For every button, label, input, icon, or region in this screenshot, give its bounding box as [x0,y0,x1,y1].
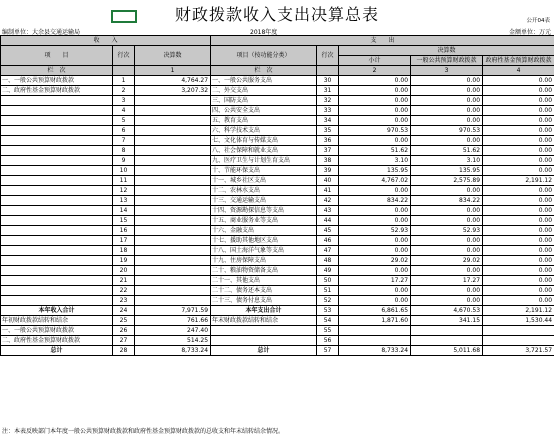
table-row [1,296,554,306]
form-number: 公开04表 [526,18,550,24]
expense-row-no: 48 [317,256,339,266]
table-row [1,326,554,336]
expense-item: 十六、金融支出 [211,226,317,236]
expense-item: 十四、资源勘探信息等支出 [211,206,317,216]
subtotal: 0.00 [339,96,411,106]
income-row-no: 16 [113,226,135,236]
income-row-no: 17 [113,236,135,246]
subtotal [339,336,411,346]
subtotal: 0.00 [339,296,411,306]
subtotal: 52.93 [339,226,411,236]
gov-fund-amount: 0.00 [483,186,554,196]
gov-fund-amount: 0.00 [483,126,554,136]
income-item [1,236,113,246]
income-row-no: 14 [113,206,135,216]
income-item [1,246,113,256]
income-amount [135,106,211,116]
general-budget-amount: 17.27 [411,276,483,286]
gov-fund-amount: 0.00 [483,216,554,226]
table-row [1,336,554,346]
expense-item: 十三、交通运输支出 [211,196,317,206]
income-item: 本年收入合计 [1,306,113,316]
subtotal: 8,733.24 [339,346,411,356]
gov-fund-amount: 0.00 [483,156,554,166]
table-row [1,236,554,246]
income-item [1,176,113,186]
gov-fund-header: 政府性基金预算财政拨款 [483,56,554,66]
expense-row-no: 55 [317,326,339,336]
expense-row-no: 46 [317,236,339,246]
gov-fund-amount [483,336,554,346]
table-row [1,86,554,96]
income-item [1,266,113,276]
income-item: 二、政府性基金预算财政拨款 [1,86,113,96]
income-row-no: 23 [113,296,135,306]
gov-fund-amount [483,326,554,336]
expense-item [211,336,317,346]
income-row-no: 27 [113,336,135,346]
table-row [1,316,554,326]
income-item [1,296,113,306]
general-budget-amount: 341.15 [411,316,483,326]
subtotal: 3.10 [339,156,411,166]
income-item: 一、一般公共预算财政拨款 [1,76,113,86]
subtotal: 4,767.02 [339,176,411,186]
expense-item: 七、文化体育与传媒支出 [211,136,317,146]
table-row [1,246,554,256]
income-item [1,136,113,146]
table-row [1,196,554,206]
gov-fund-amount: 0.00 [483,266,554,276]
general-budget-amount: 0.00 [411,246,483,256]
income-row-no: 25 [113,316,135,326]
subtotal: 970.53 [339,126,411,136]
income-row-no: 1 [113,76,135,86]
expense-row-no: 34 [317,116,339,126]
expense-row-no: 36 [317,136,339,146]
expense-row-no: 57 [317,346,339,356]
general-budget-amount: 29.02 [411,256,483,266]
income-header: 收 入 [1,36,211,46]
gov-fund-amount: 0.00 [483,116,554,126]
gov-fund-amount: 0.00 [483,276,554,286]
income-amount [135,176,211,186]
expense-item: 二十一、其他支出 [211,276,317,286]
subtotal: 0.00 [339,86,411,96]
income-amount: 8,733.24 [135,346,211,356]
subtotal: 17.27 [339,276,411,286]
expense-item: 总计 [211,346,317,356]
subtotal: 834.22 [339,196,411,206]
general-budget-amount: 970.53 [411,126,483,136]
income-row-no: 10 [113,166,135,176]
selected-cell-indicator[interactable] [111,10,137,23]
income-item [1,156,113,166]
expense-item: 二十二、债务还本支出 [211,286,317,296]
income-item [1,286,113,296]
general-budget-amount: 0.00 [411,106,483,116]
subtotal: 0.00 [339,286,411,296]
subtotal: 6,861.65 [339,306,411,316]
fiscal-summary-table [0,35,554,356]
col-label: 栏 次 [211,66,317,76]
general-budget-amount: 834.22 [411,196,483,206]
table-row [1,96,554,106]
unit-line [0,27,554,35]
table-row [1,266,554,276]
income-amount-header: 决算数 [135,46,211,66]
expense-row-no: 41 [317,186,339,196]
table-row [1,216,554,226]
table-row [1,276,554,286]
gov-fund-amount: 0.00 [483,166,554,176]
income-row-no: 15 [113,216,135,226]
gov-fund-amount: 0.00 [483,86,554,96]
income-row-no: 9 [113,156,135,166]
general-budget-amount [411,336,483,346]
footnote: 注：本表反映部门本年度一般公共预算财政拨款和政府性基金预算财政拨款的总收支和年末结转结余情况。 [2,428,285,435]
income-row-no: 22 [113,286,135,296]
expense-item: 十二、农林水支出 [211,186,317,196]
income-item [1,226,113,236]
income-amount [135,286,211,296]
subtotal: 0.00 [339,186,411,196]
expense-row-no: 43 [317,206,339,216]
income-amount: 761.66 [135,316,211,326]
expense-row-no: 53 [317,306,339,316]
fiscal-year: 2018年度 [250,29,278,36]
subtotal: 29.02 [339,256,411,266]
expense-item: 九、医疗卫生与计划生育支出 [211,156,317,166]
income-row-no: 13 [113,196,135,206]
expense-row-no: 52 [317,296,339,306]
income-row-no: 6 [113,126,135,136]
general-budget-amount: 0.00 [411,296,483,306]
expense-item: 五、教育支出 [211,116,317,126]
general-budget-amount: 5,011.68 [411,346,483,356]
subtotal: 135.95 [339,166,411,176]
income-amount [135,186,211,196]
subtotal: 0.00 [339,266,411,276]
income-item-header: 项 目 [1,46,113,66]
section-header-row [1,36,554,46]
income-amount [135,116,211,126]
income-row-no: 18 [113,246,135,256]
table-row [1,176,554,186]
income-item [1,186,113,196]
expense-row-no: 38 [317,156,339,166]
income-amount [135,236,211,246]
income-amount: 247.40 [135,326,211,336]
gov-fund-amount: 0.00 [483,206,554,216]
income-amount [135,266,211,276]
expense-item: 六、科学技术支出 [211,126,317,136]
col-index-2: 2 [339,66,411,76]
gov-fund-amount: 0.00 [483,256,554,266]
gov-fund-amount: 2,191.12 [483,306,554,316]
expense-row-no: 37 [317,146,339,156]
expense-row-no: 32 [317,96,339,106]
table-row [1,166,554,176]
general-budget-amount: 0.00 [411,236,483,246]
income-amount [135,146,211,156]
general-budget-amount: 135.95 [411,166,483,176]
income-amount [135,166,211,176]
income-row-no: 24 [113,306,135,316]
table-row [1,206,554,216]
gov-fund-amount: 0.00 [483,96,554,106]
expense-item: 八、社会保障和就业支出 [211,146,317,156]
general-budget-amount: 0.00 [411,136,483,146]
general-budget-header: 一般公共预算财政拨款 [411,56,483,66]
subtotal: 0.00 [339,106,411,116]
expense-row-no: 30 [317,76,339,86]
expense-amount-group-header: 决算数 [339,46,554,56]
general-budget-amount: 0.00 [411,206,483,216]
expense-row-no: 33 [317,106,339,116]
income-amount [135,206,211,216]
general-budget-amount: 0.00 [411,266,483,276]
income-item [1,126,113,136]
income-row-no: 4 [113,106,135,116]
income-item [1,196,113,206]
table-row [1,306,554,316]
subtotal: 0.00 [339,76,411,86]
income-row-no: 21 [113,276,135,286]
table-row [1,116,554,126]
income-item [1,166,113,176]
income-row-no: 11 [113,176,135,186]
income-amount [135,216,211,226]
income-row-no: 7 [113,136,135,146]
subtotal: 0.00 [339,136,411,146]
income-row-no: 5 [113,116,135,126]
income-row-no: 20 [113,266,135,276]
income-amount: 7,971.59 [135,306,211,316]
general-budget-amount: 0.00 [411,116,483,126]
table-row [1,256,554,266]
expense-row-no: 45 [317,226,339,236]
income-item [1,206,113,216]
gov-fund-amount: 2,191.12 [483,176,554,186]
gov-fund-amount: 0.00 [483,106,554,116]
expense-item: 二十三、债务付息支出 [211,296,317,306]
expense-item: 十一、城乡社区支出 [211,176,317,186]
gov-fund-amount: 0.00 [483,136,554,146]
income-item [1,276,113,286]
income-item [1,256,113,266]
income-amount [135,296,211,306]
gov-fund-amount: 0.00 [483,76,554,86]
general-budget-amount: 0.00 [411,76,483,86]
general-budget-amount: 52.93 [411,226,483,236]
gov-fund-amount: 0.00 [483,296,554,306]
subtotal: 0.00 [339,236,411,246]
income-amount [135,196,211,206]
expense-item-header: 项目（按功能分类） [211,46,317,66]
page-title: 财政拨款收入支出决算总表 [174,5,379,24]
expense-row-no: 39 [317,166,339,176]
income-amount: 4,764.27 [135,76,211,86]
income-item [1,96,113,106]
general-budget-amount: 2,575.89 [411,176,483,186]
gov-fund-amount: 0.00 [483,196,554,206]
income-row-no: 2 [113,86,135,96]
table-row [1,286,554,296]
general-budget-amount: 0.00 [411,216,483,226]
subtotal: 0.00 [339,216,411,226]
income-row-no: 19 [113,256,135,266]
gov-fund-amount: 1,530.44 [483,316,554,326]
expense-row-no: 49 [317,266,339,276]
expense-item: 二十、粮油物资储备支出 [211,266,317,276]
general-budget-amount: 3.10 [411,156,483,166]
general-budget-amount: 4,670.53 [411,306,483,316]
table-row [1,146,554,156]
table-row [1,186,554,196]
expense-row-no: 44 [317,216,339,226]
col-label: 栏 次 [1,66,113,76]
income-amount [135,256,211,266]
expense-item [211,326,317,336]
income-item: 二、政府性基金预算财政拨款 [1,336,113,346]
col-index-3: 3 [411,66,483,76]
income-amount: 3,207.32 [135,86,211,96]
col-index-1: 1 [135,66,211,76]
table-row [1,76,554,86]
table-row [1,156,554,166]
income-row-no: 3 [113,96,135,106]
general-budget-amount: 51.62 [411,146,483,156]
general-budget-amount: 0.00 [411,186,483,196]
income-amount [135,96,211,106]
table-row [1,106,554,116]
general-budget-amount: 0.00 [411,86,483,96]
income-row-no-header: 行次 [113,46,135,66]
expense-row-no: 42 [317,196,339,206]
income-row-no: 8 [113,146,135,156]
expense-item: 十七、援助其他地区支出 [211,236,317,246]
expense-row-no: 47 [317,246,339,256]
expense-item: 十八、国土海洋气象等支出 [211,246,317,256]
expense-item: 一、一般公共服务支出 [211,76,317,86]
expense-row-no: 40 [317,176,339,186]
expense-row-no: 54 [317,316,339,326]
subtotal: 0.00 [339,206,411,216]
expense-item: 年末财政拨款结转和结余 [211,316,317,326]
expense-row-no: 51 [317,286,339,296]
subtotal: 1,871.60 [339,316,411,326]
expense-item: 本年支出合计 [211,306,317,316]
column-index-row [1,66,554,76]
subtotal: 51.62 [339,146,411,156]
expense-item: 二、外交支出 [211,86,317,96]
general-budget-amount: 0.00 [411,286,483,296]
income-amount [135,156,211,166]
income-item [1,216,113,226]
income-item [1,116,113,126]
reporting-unit: 编制单位：大余县交通运输局 [2,29,81,36]
col-index-4: 4 [483,66,554,76]
expense-row-no: 31 [317,86,339,96]
gov-fund-amount: 3,721.57 [483,346,554,356]
general-budget-amount [411,326,483,336]
income-amount [135,246,211,256]
income-amount [135,136,211,146]
table-row [1,136,554,146]
table-row [1,226,554,236]
income-row-no: 28 [113,346,135,356]
income-amount [135,276,211,286]
income-row-no: 12 [113,186,135,196]
general-budget-amount: 0.00 [411,96,483,106]
expense-row-no-header: 行次 [317,46,339,66]
column-header-row-1 [1,46,554,56]
subtotal: 0.00 [339,116,411,126]
subtotal: 0.00 [339,246,411,256]
gov-fund-amount: 0.00 [483,246,554,256]
expense-item: 三、国防支出 [211,96,317,106]
income-amount [135,226,211,236]
income-item [1,146,113,156]
amount-unit: 金额单位：万元 [508,29,551,36]
expense-item: 十、节能环保支出 [211,166,317,176]
expense-row-no: 50 [317,276,339,286]
expense-header: 支 出 [211,36,554,46]
expense-row-no: 35 [317,126,339,136]
gov-fund-amount: 0.00 [483,286,554,296]
expense-item: 十五、商业服务业等支出 [211,216,317,226]
expense-item: 十九、住房保障支出 [211,256,317,266]
gov-fund-amount: 0.00 [483,236,554,246]
table-row [1,346,554,356]
income-amount: 514.25 [135,336,211,346]
income-amount [135,126,211,136]
income-item: 年初财政拨款结转和结余 [1,316,113,326]
gov-fund-amount: 0.00 [483,146,554,156]
expense-item: 四、公共安全支出 [211,106,317,116]
income-item: 一、一般公共预算财政拨款 [1,326,113,336]
table-row [1,126,554,136]
gov-fund-amount: 0.00 [483,226,554,236]
income-item: 总计 [1,346,113,356]
income-row-no: 26 [113,326,135,336]
subtotal [339,326,411,336]
expense-row-no: 56 [317,336,339,346]
subtotal-header: 小计 [339,56,411,66]
income-item [1,106,113,116]
